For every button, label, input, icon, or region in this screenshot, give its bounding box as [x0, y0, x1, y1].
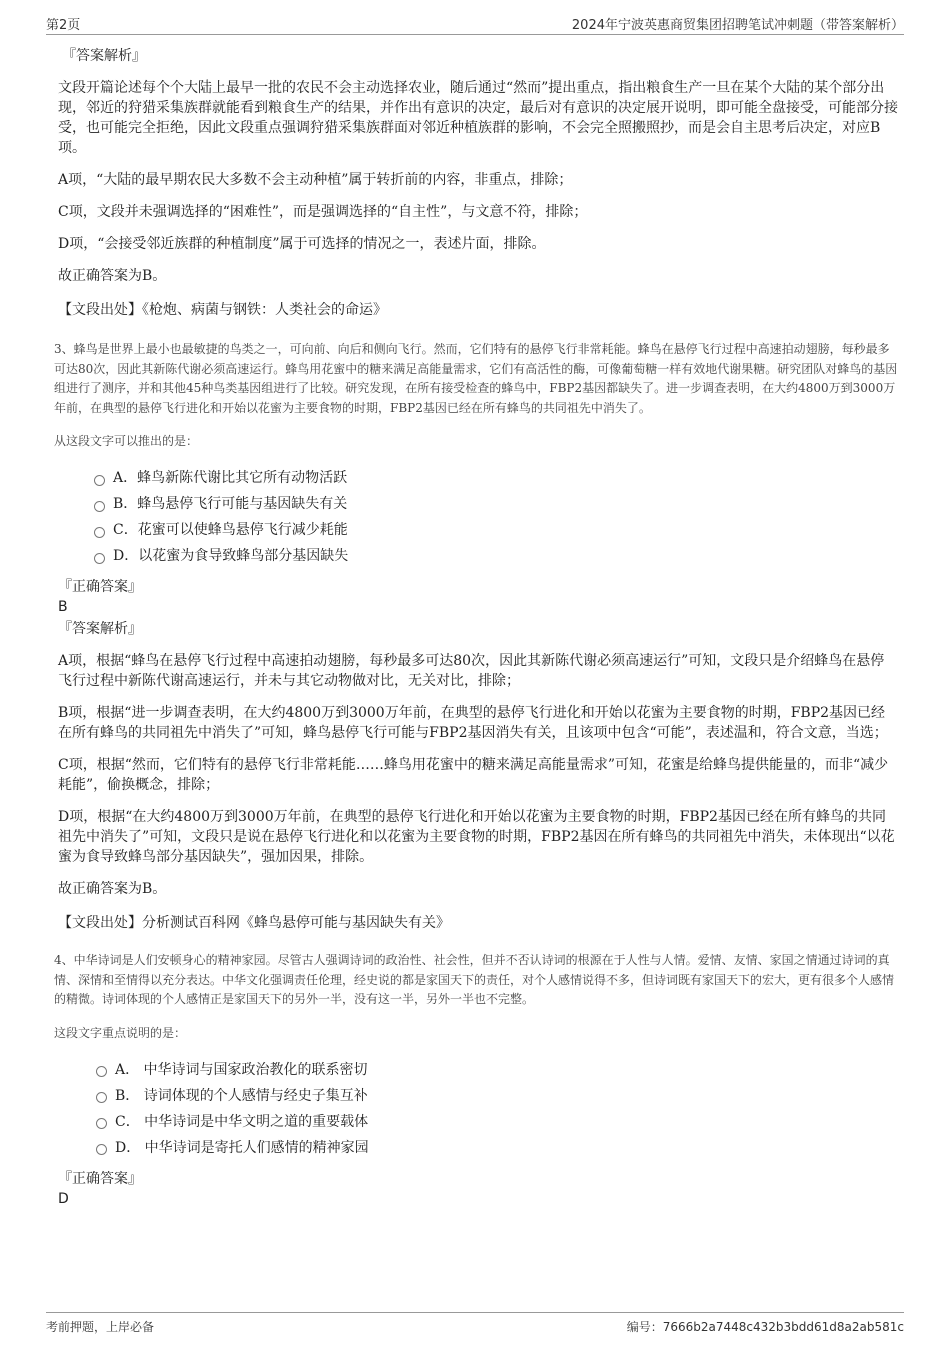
question-3-stem: 3、蜂鸟是世界上最小也最敏捷的鸟类之一，可向前、向后和侧向飞行。然而，它们特有的悬停飞行非常耗能。蜂鸟在悬停飞行过程中高速拍动翅膀，每秒最多可达80次，因此其新陈代谢必须高速运行。蜂鸟用花蜜中的糖来满足高能量需求，它们有高活性的酶，可像葡萄糖一样有效地代谢果糖。研究团队对蜂鸟的基因组进行了测序，并和其他45种鸟类基因组进行了比较。研究发现，在所有接受检查的蜂鸟中，FBP2基因都缺失了。进一步调查表明，在大约4800万到3000万年前，在典型的悬停飞行进化和开始以花蜜为主要食物的时期，FBP2基因已经在所有蜂鸟的共同祖先中消失了。	[54, 342, 898, 415]
analysis-conclusion: 故正确答案为B。	[58, 881, 167, 897]
analysis-option-c: C项，文段并未强调选择的“困难性”，而是强调选择的“自主性”，与文意不符，排除；	[58, 204, 588, 220]
answer-heading: 『正确答案』	[58, 579, 142, 595]
radio-icon[interactable]	[94, 527, 105, 538]
source-citation: 【文段出处】《枪炮、病菌与钢铁：人类社会的命运》	[58, 302, 387, 318]
radio-icon[interactable]	[96, 1144, 107, 1155]
radio-icon[interactable]	[94, 501, 105, 512]
question-3-option-d[interactable]: D．以花蜜为食导致蜂鸟部分基因缺失	[94, 543, 898, 569]
analysis-option-a: A项，根据“蜂鸟在悬停飞行过程中高速拍动翅膀，每秒最多可达80次，因此其新陈代谢必须高速运行”可知，文段只是介绍蜂鸟在悬停飞行过程中新陈代谢高速运行，并未与其它动物做对比，无关对比，排除；	[58, 653, 885, 689]
page-number: 第2页	[46, 18, 81, 33]
radio-icon[interactable]	[96, 1092, 107, 1103]
radio-icon[interactable]	[96, 1118, 107, 1129]
analysis-option-a: A项，“大陆的最早期农民大多数不会主动种植”属于转折前的内容，非重点，排除；	[58, 172, 573, 188]
question-4-stem: 4、中华诗词是人们安顿身心的精神家园。尽管古人强调诗词的政治性、社会性，但并不否认诗词的根源在于人性与人情。爱情、友情、家国之情通过诗词的真情、深情和至情得以充分表达。中华文化强调责任伦理，经史说的都是家国天下的责任，对个人感情说得不多，但诗词既有家国天下的宏大，更有很多个人感情的精微。诗词体现的个人感情正是家国天下的另外一半，没有这一半，另外一半也不完整。	[54, 953, 895, 1006]
analysis-option-d: D项，“会接受邻近族群的种植制度”属于可选择的情况之一，表述片面，排除。	[58, 236, 546, 252]
document-code: 编号：7666b2a7448c432b3bdd61d8a2ab581c	[626, 1320, 904, 1334]
source-citation: 【文段出处】分析测试百科网《蜂鸟悬停可能与基因缺失有关》	[58, 915, 450, 931]
analysis-heading: 『答案解析』	[58, 621, 142, 637]
answer-value: D	[58, 1190, 69, 1207]
radio-icon[interactable]	[94, 475, 105, 486]
question-4-option-b[interactable]: B． 诗词体现的个人感情与经史子集互补	[96, 1083, 898, 1109]
footer-slogan: 考前押题，上岸必备	[46, 1320, 155, 1334]
question-3-option-c[interactable]: C．花蜜可以使蜂鸟悬停飞行减少耗能	[94, 517, 898, 543]
page-header	[46, 12, 904, 35]
radio-icon[interactable]	[94, 553, 105, 564]
analysis-conclusion: 故正确答案为B。	[58, 268, 167, 284]
question-3-option-b[interactable]: B．蜂鸟悬停飞行可能与基因缺失有关	[94, 491, 898, 517]
analysis-option-c: C项，根据“然而，它们特有的悬停飞行非常耗能……蜂鸟用花蜜中的糖来满足高能量需求”可知，花蜜是给蜂鸟提供能量的，而非“减少耗能”，偷换概念，排除；	[58, 757, 889, 793]
analysis-paragraph: 文段开篇论述每个个大陆上最早一批的农民不会主动选择农业，随后通过“然而”提出重点，指出粮食生产一旦在某个大陆的某个部分出现，邻近的狩猎采集族群就能看到粮食生产的结果，并作出有意识的决定，最后对有意识的决定展开说明，即可能全盘接受，可能部分接受，也可能完全拒绝，因此文段重点强调狩猎采集族群面对邻近种植族群的影响，不会完全照搬照抄，而是会自主思考后决定，对应B项。	[58, 80, 898, 156]
analysis-option-b: B项，根据“进一步调查表明，在大约4800万到3000万年前，在典型的悬停飞行进化和开始以花蜜为主要食物的时期，FBP2基因已经在所有蜂鸟的共同祖先中消失了”可知，蜂鸟悬停飞行可能与FBP2基因消失有关，且该项中包含“可能”，表述温和，符合文意，当选；	[58, 705, 888, 741]
question-4-option-c[interactable]: C． 中华诗词是中华文明之道的重要载体	[96, 1109, 898, 1135]
radio-icon[interactable]	[96, 1066, 107, 1077]
question-4-options	[96, 1057, 898, 1161]
question-3-options	[94, 465, 898, 569]
analysis-option-d: D项，根据“在大约4800万到3000万年前，在典型的悬停飞行进化和开始以花蜜为主要食物的时期，FBP2基因已经在所有蜂鸟的共同祖先中消失了”可知，文段只是说在悬停飞行进化和以花蜜为主要食物的时期，FBP2基因在所有蜂鸟的共同祖先中消失，未体现出“以花蜜为食导致蜂鸟部分基因缺失”，强加因果，排除。	[58, 809, 895, 865]
answer-value: B	[58, 599, 68, 615]
answer-heading: 『正确答案』	[58, 1170, 142, 1187]
page-footer	[46, 1312, 904, 1337]
question-4-prompt: 这段文字重点说明的是：	[54, 1025, 187, 1040]
question-3-option-a[interactable]: A．蜂鸟新陈代谢比其它所有动物活跃	[94, 465, 898, 491]
question-4-option-d[interactable]: D． 中华诗词是寄托人们感情的精神家园	[96, 1135, 898, 1161]
document-title: 2024年宁波英惠商贸集团招聘笔试冲刺题（带答案解析）	[571, 18, 904, 33]
analysis-heading: 『答案解析』	[62, 48, 146, 64]
question-4-option-a[interactable]: A． 中华诗词与国家政治教化的联系密切	[96, 1057, 898, 1083]
document-body	[54, 46, 898, 1209]
question-3-prompt: 从这段文字可以推出的是：	[54, 434, 199, 448]
